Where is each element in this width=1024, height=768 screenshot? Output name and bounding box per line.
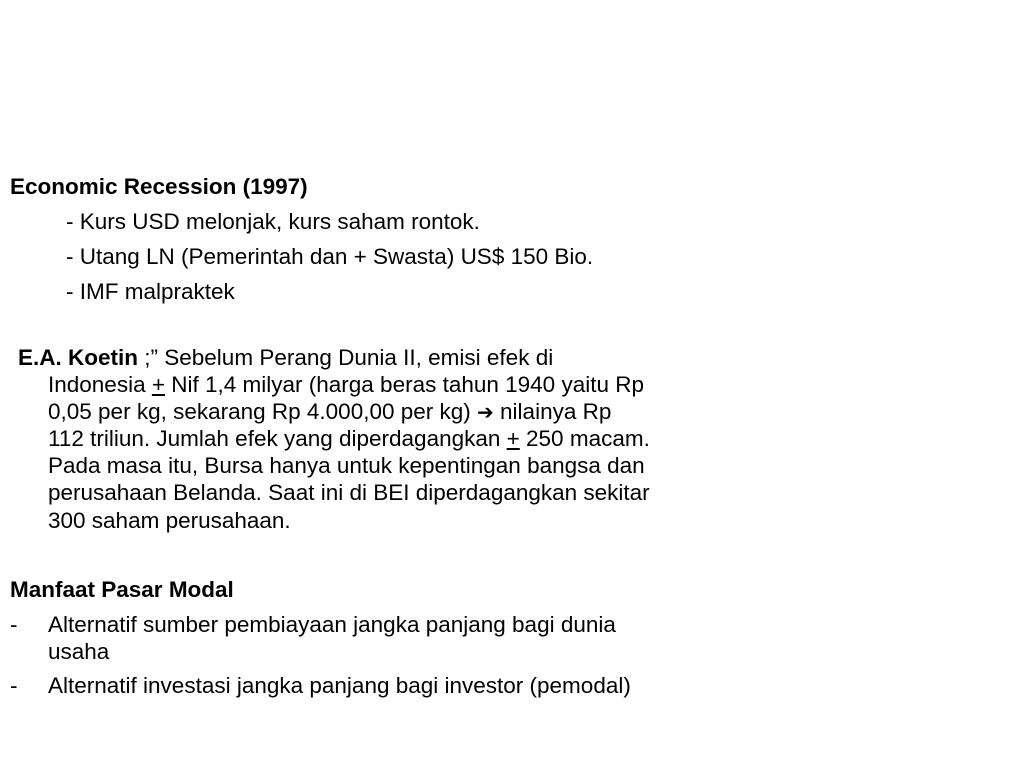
- recession-heading: Economic Recession (1997): [10, 174, 308, 199]
- quote-text-2b: Nif 1,4 milyar (harga beras tahun 1940 yaitu Rp: [164, 372, 644, 397]
- quote-line-4: [48, 426, 650, 452]
- quote-line-6: perusahaan Belanda. Saat ini di BEI diperdagangkan sekitar: [48, 480, 650, 505]
- quote-author: E.A. Koetin: [18, 345, 139, 370]
- bullet-marker: -: [10, 612, 18, 637]
- bullet-marker: -: [10, 673, 18, 698]
- recession-item-2: - Utang LN (Pemerintah dan + Swasta) US$ 150 Bio.: [66, 244, 594, 269]
- quote-text-1: ;” Sebelum Perang Dunia II, emisi efek di: [138, 345, 554, 370]
- quote-line-5: Pada masa itu, Bursa hanya untuk kepentingan bangsa dan: [48, 453, 645, 478]
- manfaat-heading: Manfaat Pasar Modal: [10, 577, 234, 602]
- quote-line-2: [48, 372, 644, 398]
- plus-minus-sign: +: [506, 426, 520, 451]
- recession-item-3: - IMF malpraktek: [66, 279, 235, 304]
- arrow-right-icon: ➔: [477, 400, 494, 424]
- plus-minus-sign: +: [151, 372, 165, 397]
- quote-line-3: [48, 399, 611, 425]
- manfaat-item-1-line-1: Alternatif sumber pembiayaan jangka panjang bagi dunia: [48, 612, 616, 637]
- quote-line-7: 300 saham perusahaan.: [48, 508, 291, 533]
- manfaat-item-1-line-2: usaha: [48, 639, 110, 664]
- recession-item-1: - Kurs USD melonjak, kurs saham rontok.: [66, 209, 480, 234]
- quote-text-4a: 112 triliun. Jumlah efek yang diperdagangkan: [48, 426, 507, 451]
- manfaat-item-2-line-1: Alternatif investasi jangka panjang bagi investor (pemodal): [48, 673, 631, 698]
- quote-line-1: [18, 345, 553, 371]
- quote-text-4b: 250 macam.: [519, 426, 650, 451]
- quote-text-3b: nilainya Rp: [493, 399, 612, 424]
- quote-text-2a: Indonesia: [48, 372, 152, 397]
- quote-text-3a: 0,05 per kg, sekarang Rp 4.000,00 per kg): [48, 399, 478, 424]
